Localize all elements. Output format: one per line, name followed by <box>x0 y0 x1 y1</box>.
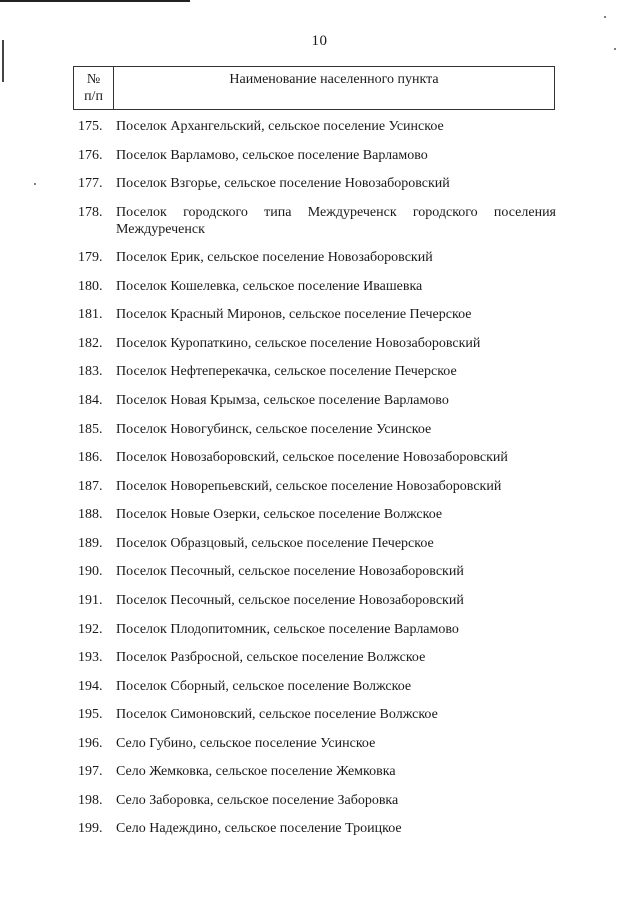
list-item <box>78 678 556 695</box>
header-number-cell <box>74 67 114 109</box>
list-item <box>78 649 556 666</box>
list-item <box>78 792 556 809</box>
list-item-number: 185. <box>78 422 103 437</box>
header-number-symbol: № <box>86 72 101 87</box>
list-item <box>78 621 556 638</box>
list-item-number: 182. <box>78 336 103 351</box>
list-item-text: Поселок Плодопитомник, сельское поселение Варламово <box>116 622 459 637</box>
list-item-number: 177. <box>78 176 103 191</box>
list-item <box>78 249 556 266</box>
list-item-number: 189. <box>78 536 103 551</box>
list-item <box>78 592 556 609</box>
list-item-text: Поселок Куропаткино, сельское поселение Новозаборовский <box>116 336 481 351</box>
list-item <box>78 392 556 409</box>
list-item-text: Поселок Красный Миронов, сельское поселение Печерское <box>116 307 472 322</box>
list-item <box>78 204 556 238</box>
list-item-number: 191. <box>78 593 103 608</box>
list-item <box>78 118 556 135</box>
list-item-number: 181. <box>78 307 103 322</box>
table-header <box>73 66 555 110</box>
list-item-number: 180. <box>78 279 103 294</box>
list-item <box>78 421 556 438</box>
list-item-text: Поселок городского типа Междуреченск городского поселения Междуреченск <box>116 205 556 237</box>
page-number: 10 <box>311 33 328 49</box>
header-name-cell: Наименование населенного пункта <box>229 72 439 87</box>
list-item-number: 184. <box>78 393 103 408</box>
list-item-number: 178. <box>78 205 103 220</box>
list-item-text: Поселок Новогубинск, сельское поселение Усинское <box>116 422 432 437</box>
list-item <box>78 563 556 580</box>
list-item <box>78 147 556 164</box>
list-item <box>78 278 556 295</box>
list-item-text: Село Заборовка, сельское поселение Заборовка <box>116 793 399 808</box>
list-item-text: Поселок Ерик, сельское поселение Новозаборовский <box>116 250 433 265</box>
list-item-text: Поселок Разбросной, сельское поселение Волжское <box>116 650 426 665</box>
list-item <box>78 735 556 752</box>
scan-artifact-line <box>0 0 190 2</box>
list-item-number: 199. <box>78 821 103 836</box>
list-item-text: Поселок Новые Озерки, сельское поселение Волжское <box>116 507 443 522</box>
list-item <box>78 535 556 552</box>
list-item <box>78 335 556 352</box>
list-item <box>78 478 556 495</box>
list-item-text: Поселок Песочный, сельское поселение Новозаборовский <box>116 564 464 579</box>
list-item-number: 179. <box>78 250 103 265</box>
list-item-text: Поселок Нефтеперекачка, сельское поселение Печерское <box>116 364 457 379</box>
list-item <box>78 763 556 780</box>
list-item-number: 198. <box>78 793 103 808</box>
scan-artifact-dot <box>604 16 606 18</box>
list-item-text: Поселок Песочный, сельское поселение Новозаборовский <box>116 593 464 608</box>
list-item-text: Поселок Варламово, сельское поселение Варламово <box>116 148 428 163</box>
list-item-text: Поселок Новая Крымза, сельское поселение Варламово <box>116 393 449 408</box>
list-item-text: Село Жемковка, сельское поселение Жемковка <box>116 764 396 779</box>
list-item <box>78 820 556 837</box>
list-item-number: 190. <box>78 564 103 579</box>
list-item-text: Поселок Сборный, сельское поселение Волжское <box>116 679 412 694</box>
list-item-number: 193. <box>78 650 103 665</box>
list-item-number: 188. <box>78 507 103 522</box>
header-number-abbrev: п/п <box>84 89 103 104</box>
list-item-number: 192. <box>78 622 103 637</box>
list-item-number: 175. <box>78 119 103 134</box>
list-item <box>78 175 556 192</box>
list-item-number: 186. <box>78 450 103 465</box>
list-item-text: Поселок Новозаборовский, сельское поселение Новозаборовский <box>116 450 508 465</box>
list-item <box>78 506 556 523</box>
list-item-text: Поселок Симоновский, сельское поселение Волжское <box>116 707 438 722</box>
list-item-text: Поселок Архангельский, сельское поселение Усинское <box>116 119 444 134</box>
list-item <box>78 306 556 323</box>
list-item-number: 195. <box>78 707 103 722</box>
list-item-number: 187. <box>78 479 103 494</box>
scan-artifact-dot <box>34 183 36 185</box>
list-item-number: 196. <box>78 736 103 751</box>
list-item-text: Село Надеждино, сельское поселение Троицкое <box>116 821 402 836</box>
list-item-number: 183. <box>78 364 103 379</box>
list-item <box>78 706 556 723</box>
list-item-number: 197. <box>78 764 103 779</box>
list-item <box>78 363 556 380</box>
list-item-text: Поселок Кошелевка, сельское поселение Ивашевка <box>116 279 423 294</box>
list-item-text: Поселок Взгорье, сельское поселение Новозаборовский <box>116 176 450 191</box>
list-item-text: Село Губино, сельское поселение Усинское <box>116 736 376 751</box>
list-item-number: 194. <box>78 679 103 694</box>
list-item-text: Поселок Образцовый, сельское поселение Печерское <box>116 536 434 551</box>
list-item-number: 176. <box>78 148 103 163</box>
list-item <box>78 449 556 466</box>
list-item-text: Поселок Новорепьевский, сельское поселение Новозаборовский <box>116 479 502 494</box>
